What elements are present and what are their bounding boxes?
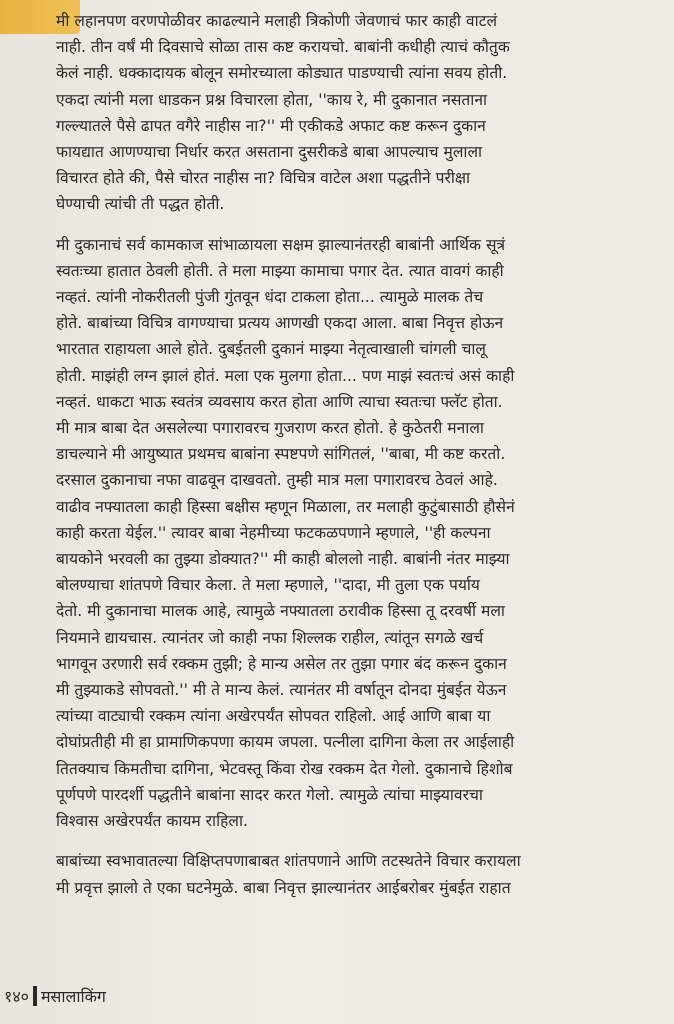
page-footer <box>4 985 106 1007</box>
page-number: १४० <box>4 987 29 1006</box>
paragraph-1 <box>56 8 656 218</box>
text-line: वाढीव नफ्यातला काही हिस्सा बक्षीस म्हणून मिळाला, तर मलाही कुटुंबासाठी हौसेनं <box>56 497 515 516</box>
text-line: नाही. तीन वर्षं मी दिवसाचे सोळा तास कष्ट करायचो. बाबांनी कधीही त्याचं कौतुक <box>56 38 510 57</box>
text-line: दोघांप्रतीही मी हा प्रामाणिकपणा कायम जपला. पत्नीला दागिना केला तर आईलाही <box>56 733 515 752</box>
text-line: मी लहानपण वरणपोळीवर काढल्याने मलाही त्रिकोणी जेवणाचं फार काही वाटलं <box>56 12 498 30</box>
text-line: स्वतःच्या हातात ठेवली होती. ते मला माझ्या कामाचा पगार देत. त्यात वावगं काही <box>56 261 504 280</box>
text-line: नियमाने द्यायचास. त्यानंतर जो काही नफा शिल्लक राहील, त्यांतून सगळे खर्च <box>56 628 484 647</box>
page-body <box>56 8 656 915</box>
text-line: भागवून उरणारी सर्व रक्कम तुझी; हे मान्य असेल तर तुझा पगार बंद करून दुकान <box>56 654 507 673</box>
text-line: डाचल्याने मी आयुष्यात प्रथमच बाबांना स्पष्टपणे सांगितलं, ''बाबा, मी कष्ट करतो. <box>56 445 506 464</box>
text-line: विश्वास अखेरपर्यंत कायम राहिला. <box>56 812 248 831</box>
text-line: मी दुकानाचं सर्व कामकाज सांभाळायला सक्षम झाल्यानंतरही बाबांनी आर्थिक सूत्रं <box>56 235 506 254</box>
paragraph-2 <box>56 232 656 835</box>
text-line: मी प्रवृत्त झालो ते एका घटनेमुळे. बाबा निवृत्त झाल्यानंतर आईबरोबर मुंबईत राहात <box>56 878 511 897</box>
text-line: तितक्याच किमतीचा दागिना, भेटवस्तू किंवा रोख रक्कम देत गेलो. दुकानाचे हिशोब <box>56 759 513 778</box>
text-line: नव्हतं. धाकटा भाऊ स्वतंत्र व्यवसाय करत होता आणि त्याचा स्वतःचा फ्लॅट होता. <box>56 392 503 411</box>
paragraph-3 <box>56 848 656 900</box>
text-line: बायकोने भरवली का तुझ्या डोक्यात?'' मी काही बोललो नाही. बाबांनी नंतर माझ्या <box>56 550 510 569</box>
text-line: केलं नाही. धक्कादायक बोलून समोरच्याला कोड्यात पाडण्याची त्यांना सवय होती. <box>56 64 508 83</box>
text-line: गल्ल्यातले पैसे ढापत वगैरे नाहीस ना?'' मी एकीकडे अफाट कष्ट करून दुकान <box>56 116 486 135</box>
text-line: बाबांच्या स्वभावातल्या विक्षिप्तपणाबाबत शांतपणाने आणि तटस्थतेने विचार करायला <box>56 852 521 871</box>
text-line: एकदा त्यांनी मला धाडकन प्रश्न विचारला होता, ''काय रे, मी दुकानात नसताना <box>56 90 488 109</box>
book-title: मसालाकिंग <box>40 987 106 1006</box>
text-line: मी तुझ्याकडे सोपवतो.'' मी ते मान्य केलं. त्यानंतर मी वर्षातून दोनदा मुंबईत येऊन <box>56 681 507 700</box>
text-line: त्यांच्या वाट्याची रक्कम त्यांना अखेरपर्यंत सोपवत राहिलो. आई आणि बाबा या <box>56 707 491 726</box>
text-line: होते. बाबांच्या विचित्र वागण्याचा प्रत्यय आणखी एकदा आला. बाबा निवृत्त होऊन <box>56 314 504 333</box>
text-line: फायद्यात आणण्याचा निर्धार करत असताना दुसरीकडे बाबा आपल्याच मुलाला <box>56 143 483 162</box>
text-line: विचारत होते की, पैसे चोरत नाहीस ना? विचित्र वाटेल अशा पद्धतीने परीक्षा <box>56 169 471 188</box>
text-line: काही करता येईल.'' त्यावर बाबा नेहमीच्या फटकळपणाने म्हणाले, ''ही कल्पना <box>56 523 491 542</box>
text-line: मी मात्र बाबा देत असलेल्या पगारावरच गुजराण करत होतो. हे कुठेतरी मनाला <box>56 419 484 438</box>
text-line: देतो. मी दुकानाचा मालक आहे, त्यामुळे नफ्यातला ठरावीक हिस्सा तू दरवर्षी मला <box>56 602 505 621</box>
footer-divider <box>33 986 37 1006</box>
text-line: बोलण्याचा शांतपणे विचार केला. ते मला म्हणाले, ''दादा, मी तुला एक पर्याय <box>56 576 480 595</box>
text-line: होती. माझंही लग्न झालं होतं. मला एक मुलगा होता... पण माझं स्वतःचं असं काही <box>56 366 515 385</box>
text-line: नव्हतं. त्यांनी नोकरीतली पुंजी गुंतवून धंदा टाकला होता... त्यामुळे मालक तेच <box>56 288 484 307</box>
text-line: पूर्णपणे पारदर्शी पद्धतीने बाबांना सादर करत गेलो. त्यामुळे त्यांचा माझ्यावरचा <box>56 785 483 804</box>
text-line: भारतात राहायला आले होते. दुबईतली दुकानं माझ्या नेतृत्वाखाली चांगली चालू <box>56 340 486 359</box>
text-line: घेण्याची त्यांची ती पद्धत होती. <box>56 195 225 214</box>
text-line: दरसाल दुकानाचा नफा वाढवून दाखवतो. तुम्ही मात्र मला पगारावरच ठेवलं आहे. <box>56 471 498 490</box>
